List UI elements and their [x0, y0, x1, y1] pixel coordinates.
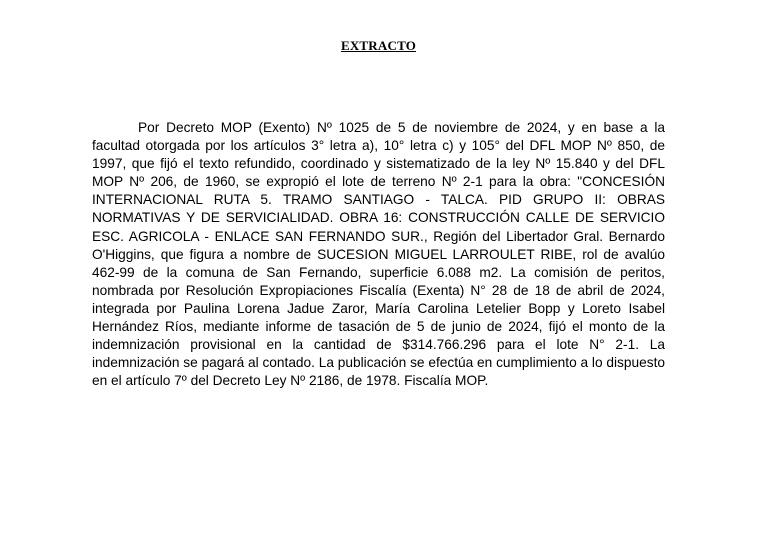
document-title: EXTRACTO — [340, 38, 417, 53]
document-body-paragraph: Por Decreto MOP (Exento) Nº 1025 de 5 de noviembre de 2024, y en base a la facultad otorgada por los artículos 3° letra a), 10° letra c) y 105° del DFL MOP Nº 850, de 1997, que fijó el texto refundido, coordinado y sistematizado de la ley Nº 15.840 y del DFL MOP Nº 206, de 1960, se expropió el lote de terreno Nº 2-1 para la obra: "CONCESIÓN INTERNACIONAL RUTA 5. TRAMO SANTIAGO - TALCA. PID GRUPO II: OBRAS NORMATIVAS Y DE SERVICIALIDAD. OBRA 16: CONSTRUCCIÓN CALLE DE SERVICIO ESC. AGRICOLA - ENLACE SAN FERNANDO SUR., Región del Libertador Gral. Bernardo O'Higgins, que figura a nombre de SUCESION MIGUEL LARROULET RIBE, rol de avalúo 462-99 de la comuna de San Fernando, superficie 6.088 m2. La comisión de peritos, nombrada por Resolución Expropiaciones Fiscalía (Exenta) N° 28 de 18 de abril de 2024, integrada por Paulina Lorena Jadue Zaror, María Carolina Letelier Bopp y Loreto Isabel Hernández Ríos, mediante informe de tasación de 5 de junio de 2024, fijó el monto de la indemnización provisional en la cantidad de $314.766.296 para el lote N° 2-1. La indemnización se pagará al contado. La publicación se efectúa en cumplimiento a lo dispuesto en el artículo 7º del Decreto Ley Nº 2186, de 1978. Fiscalía MOP. — [92, 120, 665, 389]
